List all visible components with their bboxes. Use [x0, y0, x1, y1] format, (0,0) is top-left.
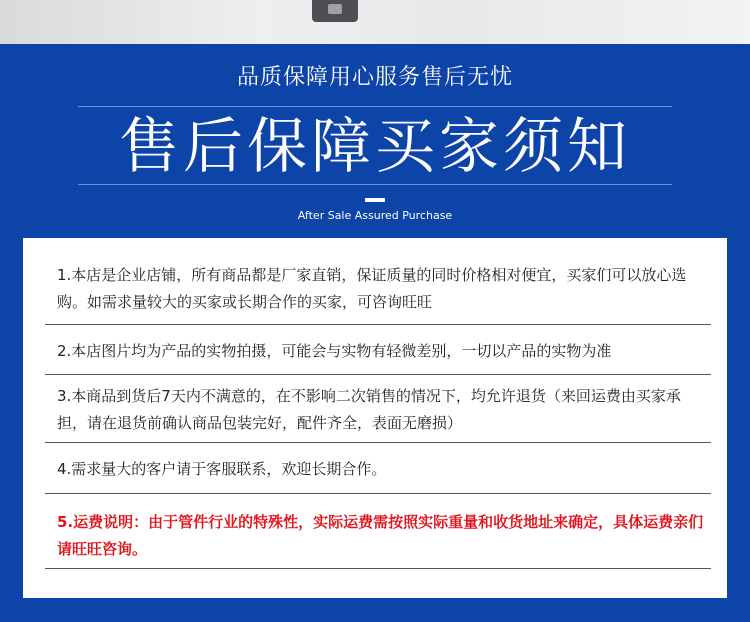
product-photo-strip: [0, 0, 750, 44]
notice-divider: [45, 442, 711, 443]
notice-divider: [45, 374, 711, 375]
notice-divider: [45, 324, 711, 325]
notice-card: [23, 238, 727, 598]
notice-divider: [45, 568, 711, 569]
banner-title: 售后保障买家须知: [119, 112, 631, 182]
title-accent-bar: [365, 198, 385, 202]
notice-item-4: 4.需求量大的客户请于客服联系，欢迎长期合作。: [57, 460, 387, 478]
notice-divider: [45, 493, 711, 494]
title-divider-top: [78, 106, 672, 107]
notice-item-2: 2.本店图片均为产品的实物拍摄，可能会与实物有轻微差别，一切以产品的实物为准: [57, 342, 612, 360]
notice-item-1: 1.本店是企业店铺，所有商品都是厂家直销，保证质量的同时价格相对便宜，买家们可以放心选购。如需求量较大的买家或长期合作的买家，可咨询旺旺: [57, 266, 687, 311]
banner-subtitle: 品质保障用心服务售后无忧: [236, 65, 513, 90]
banner-english-subtitle: After Sale Assured Purchase: [297, 209, 453, 222]
title-divider-bottom: [78, 184, 672, 185]
notice-item-5-shipping: 5.运费说明：由于管件行业的特殊性，实际运费需按照实际重量和收货地址来确定，具体运费亲们请旺旺咨询。: [57, 513, 704, 558]
notice-item-3: 3.本商品到货后7天内不满意的，在不影响二次销售的情况下，均允许退货（来回运费由买家承担，请在退货前确认商品包装完好，配件齐全，表面无磨损）: [57, 387, 681, 432]
pipe-fitting-image: [312, 0, 358, 22]
